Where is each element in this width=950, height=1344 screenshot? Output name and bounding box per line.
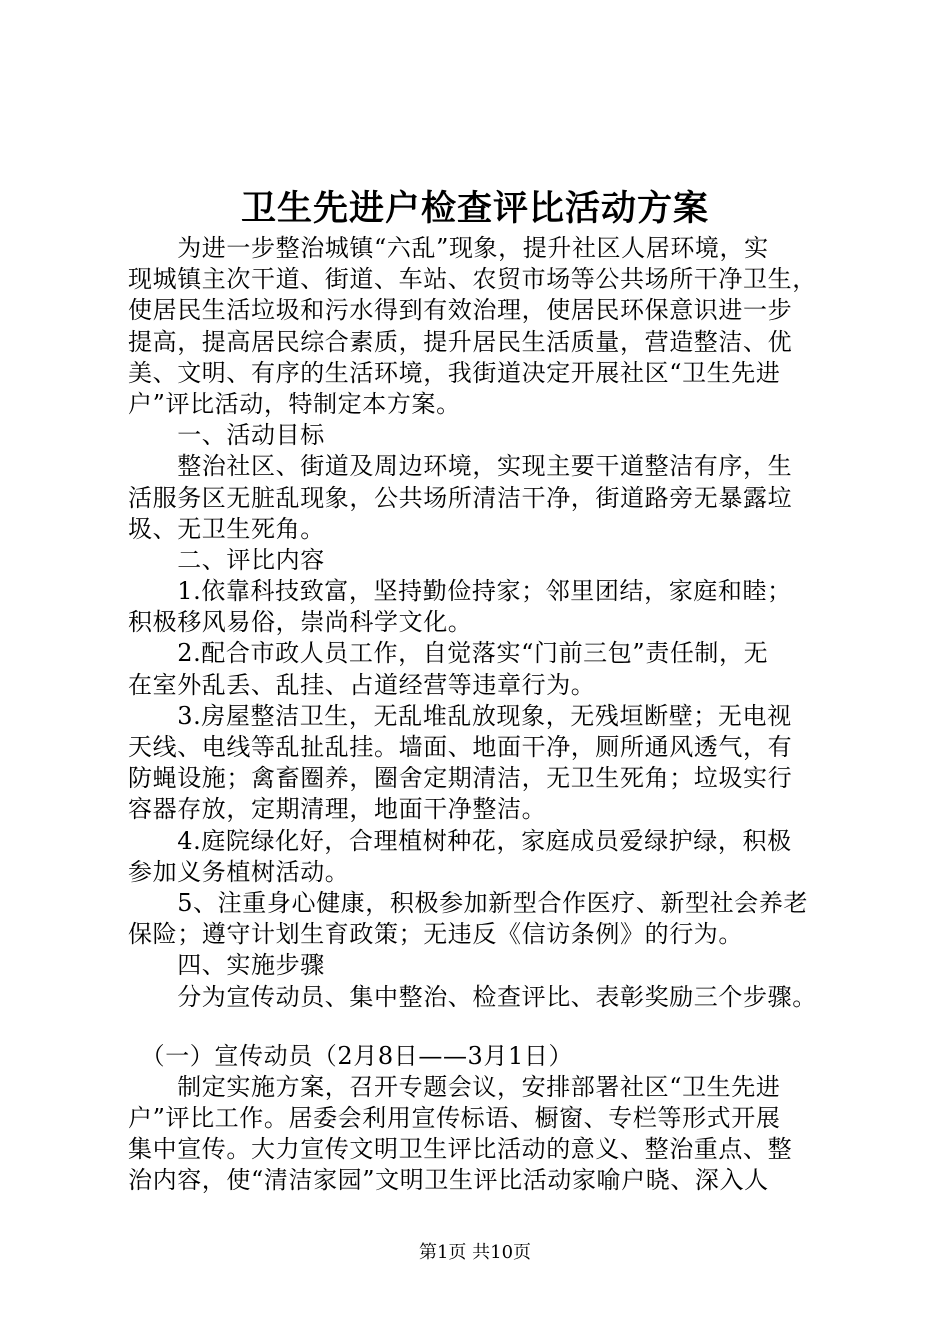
section-heading: 二、评比内容 — [128, 545, 325, 574]
document-title: 卫生先进户检查评比活动方案 — [240, 188, 709, 229]
section-heading: 一、活动目标 — [128, 421, 325, 450]
paragraph-line: 提高，提高居民综合素质，提升居民生活质量，营造整洁、优 — [128, 327, 793, 356]
subsection-heading: （一）宣传动员（2月8日——3月1日） — [128, 1041, 574, 1070]
list-item-line: 防蝇设施；禽畜圈养，圈舍定期清洁，无卫生死角；垃圾实行 — [128, 764, 793, 793]
list-item-line: 4.庭院绿化好，合理植树种花，家庭成员爱绿护绿，积极 — [128, 826, 792, 855]
list-item-line: 1.依靠科技致富，坚持勤俭持家；邻里团结，家庭和睦； — [128, 577, 792, 606]
paragraph-line: 户”评比活动，特制定本方案。 — [128, 389, 461, 418]
list-item-line: 2.配合市政人员工作，自觉落实“门前三包”责任制，无 — [128, 639, 769, 668]
paragraph-line: 美、文明、有序的生活环境，我街道决定开展社区“卫生先进 — [128, 358, 781, 387]
section-heading: 四、实施步骤 — [128, 951, 325, 980]
paragraph-line: 活服务区无脏乱现象，公共场所清洁干净，街道路旁无暴露垃 — [128, 483, 793, 512]
paragraph-line: 分为宣传动员、集中整治、检查评比、表彰奖励三个步骤。 — [128, 982, 817, 1011]
list-item-line: 天线、电线等乱扯乱挂。墙面、地面干净，厕所通风透气，有 — [128, 733, 793, 761]
list-item-line: 3.房屋整洁卫生，无乱堆乱放现象，无残垣断壁；无电视 — [128, 701, 792, 730]
paragraph-line: 圾、无卫生死角。 — [128, 514, 325, 543]
page-footer: 第1页 共10页 — [418, 1242, 532, 1263]
paragraph-line: 户”评比工作。居委会利用宣传标语、橱窗、专栏等形式开展 — [128, 1104, 781, 1133]
paragraph-line: 整治社区、街道及周边环境，实现主要干道整洁有序，生 — [128, 452, 793, 481]
paragraph-gap — [128, 1013, 840, 1041]
paragraph-line: 现城镇主次干道、街道、车站、农贸市场等公共场所干净卫生， — [128, 265, 817, 294]
list-item-line: 参加义务植树活动。 — [128, 857, 350, 886]
list-item-line: 在室外乱丢、乱挂、占道经营等违章行为。 — [128, 670, 596, 699]
paragraph-line: 集中宣传。大力宣传文明卫生评比活动的意义、整治重点、整 — [128, 1135, 793, 1164]
list-item-line: 积极移风易俗，崇尚科学文化。 — [128, 608, 473, 637]
list-item-line: 5、注重身心健康，积极参加新型合作医疗、新型社会养老 — [128, 888, 809, 917]
list-item-line: 保险；遵守计划生育政策；无违反《信访条例》的行为。 — [128, 920, 743, 949]
paragraph-line: 制定实施方案，召开专题会议，安排部署社区“卫生先进 — [128, 1072, 781, 1101]
document-body — [128, 233, 840, 1197]
paragraph-line: 使居民生活垃圾和污水得到有效治理，使居民环保意识进一步 — [128, 296, 793, 325]
paragraph-line: 为进一步整治城镇“六乱”现象，提升社区人居环境，实 — [128, 234, 769, 262]
list-item-line: 容器存放，定期清理，地面干净整洁。 — [128, 795, 547, 824]
paragraph-line: 治内容，使“清洁家园”文明卫生评比活动家喻户晓、深入人 — [128, 1166, 769, 1195]
